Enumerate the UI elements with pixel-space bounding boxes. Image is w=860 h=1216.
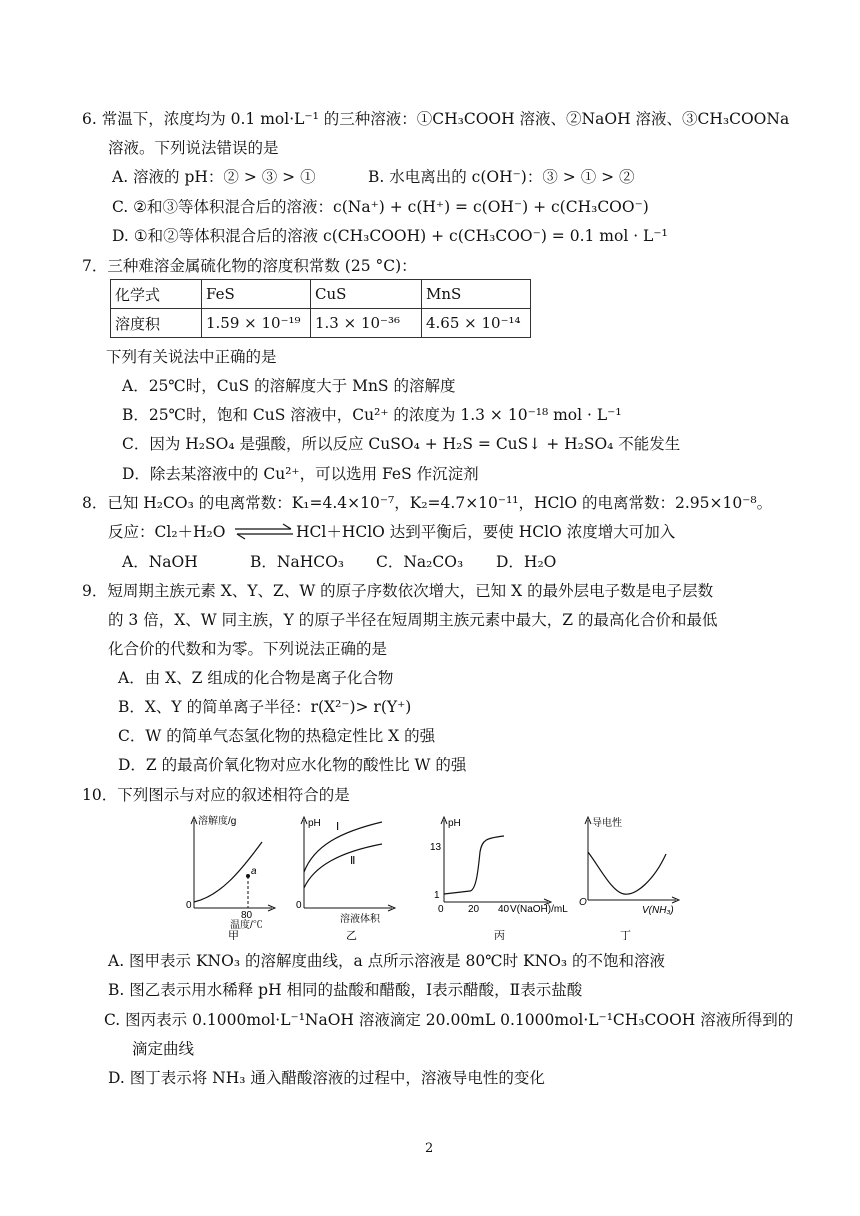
q7-option-b: B．25℃时，饱和 CuS 溶液中，Cu²⁺ 的浓度为 1.3 × 10⁻¹⁸ mol · L⁻¹ (122, 406, 622, 424)
xtick-40: 40 (498, 904, 510, 915)
q9-option-a: A．由 X、Z 组成的化合物是离子化合物 (118, 669, 394, 687)
ylabel: pH (308, 818, 321, 829)
q10-option-a: A. 图甲表示 KNO₃ 的溶解度曲线，a 点所示溶液是 80℃时 KNO₃ 的不饱和溶液 (108, 952, 666, 970)
figure-yi (292, 812, 400, 940)
q7-option-c: C．因为 H₂SO₄ 是强酸，所以反应 CuSO₄ + H₂S = CuS↓ + H₂SO₄ 不能发生 (122, 435, 681, 453)
curve-label-2: Ⅱ (350, 855, 356, 867)
table-cell: 1.3 × 10⁻³⁶ (311, 309, 422, 338)
xlabel: V(NaOH)/mL (510, 904, 568, 915)
table-cell: 溶度积 (111, 309, 202, 338)
q7-option-d: D．除去某溶液中的 Cu²⁺，可以选用 FeS 作沉淀剂 (122, 465, 479, 483)
q9-option-c: C．W 的简单气态氢化物的热稳定性比 X 的强 (118, 727, 436, 745)
q9-option-d: D．Z 的最高价氧化物对应水化物的酸性比 W 的强 (118, 756, 467, 774)
table-row (111, 280, 531, 309)
ytick-1: 1 (434, 890, 440, 901)
figure-name: 甲 (228, 930, 239, 940)
q8-stem-line2b: HCl＋HClO 达到平衡后，要使 HClO 浓度增大可加入 (296, 523, 676, 541)
origin-label: 0 (186, 900, 192, 911)
curve-label-1: Ⅰ (336, 821, 340, 833)
q6-option-d: D. ①和②等体积混合后的溶液 c(CH₃COOH) + c(CH₃COO⁻) = 0.1 mol · L⁻¹ (112, 227, 668, 245)
origin-label: 0 (438, 904, 444, 915)
ylabel: 导电性 (592, 818, 622, 829)
q6-option-a: A. 溶液的 pH：② > ③ > ① (112, 168, 316, 186)
q8-stem-line1: 8．已知 H₂CO₃ 的电离常数：K₁=4.4×10⁻⁷，K₂=4.7×10⁻¹¹，HClO 的电离常数：2.95×10⁻⁸。 (82, 494, 773, 512)
q10-option-d: D. 图丁表示将 NH₃ 通入醋酸溶液的过程中，溶液导电性的变化 (108, 1069, 545, 1087)
table-row (111, 309, 531, 338)
figure-name: 丙 (494, 930, 505, 940)
table-cell: FeS (202, 280, 311, 309)
q7-option-a: A．25℃时，CuS 的溶解度大于 MnS 的溶解度 (122, 377, 456, 395)
ytick-13: 13 (430, 842, 442, 853)
table-cell: 4.65 × 10⁻¹⁴ (422, 309, 531, 338)
point-label: a (251, 866, 257, 877)
q7-stem: 7．三种难溶金属硫化物的溶度积常数 (25 °C)： (82, 257, 417, 275)
origin-label: 0 (296, 900, 302, 911)
q10-option-c-line1: C. 图丙表示 0.1000mol·L⁻¹NaOH 溶液滴定 20.00mL 0.1000mol·L⁻¹CH₃COOH 溶液所得到的 (104, 1011, 794, 1029)
q8-option-d: D．H₂O (496, 553, 557, 571)
q8-option-b: B．NaHCO₃ (250, 553, 344, 571)
ylabel: 溶解度/g (198, 816, 237, 827)
xtick-20: 20 (468, 904, 480, 915)
tick-label: 80 (241, 910, 253, 921)
ksp-table (110, 279, 531, 338)
figure-name: 乙 (346, 930, 357, 940)
q10-stem: 10．下列图示与对应的叙述相符合的是 (82, 786, 350, 804)
q6-option-b: B. 水电离出的 c(OH⁻)：③ > ① > ② (368, 168, 635, 186)
table-cell: 化学式 (111, 280, 202, 309)
table-cell: 1.59 × 10⁻¹⁹ (202, 309, 311, 338)
q9-stem-line2: 的 3 倍，X、W 同主族，Y 的原子半径在短周期主族元素中最大，Z 的最高化合价和最低 (108, 611, 718, 629)
page-number: 2 (425, 1141, 434, 1156)
figure-ding (578, 812, 684, 940)
q10-option-c-line2: 滴定曲线 (132, 1040, 195, 1058)
xlabel: 溶液体积 (340, 914, 380, 925)
figure-bing (428, 812, 574, 940)
figure-jia (180, 812, 280, 940)
q6-stem-line1: 6. 常温下，浓度均为 0.1 mol·L⁻¹ 的三种溶液：①CH₃COOH 溶液、②NaOH 溶液、③CH₃COONa (82, 110, 790, 128)
q6-stem-line2: 溶液。下列说法错误的是 (108, 139, 279, 157)
q8-option-c: C．Na₂CO₃ (376, 553, 464, 571)
figure-name: 丁 (620, 930, 631, 940)
q9-option-b: B．X、Y 的简单离子半径：r(X²⁻)> r(Y⁺) (118, 698, 412, 716)
q9-stem-line1: 9．短周期主族元素 X、Y、Z、W 的原子序数依次增大，已知 X 的最外层电子数是电子层数 (82, 582, 714, 600)
xlabel: V(NH₃) (642, 905, 674, 916)
q7-lead: 下列有关说法中正确的是 (106, 348, 277, 366)
q9-stem-line3: 化合价的代数和为零。下列说法正确的是 (108, 640, 388, 658)
origin-label: O (579, 897, 587, 908)
q6-option-c: C. ②和③等体积混合后的溶液：c(Na⁺) + c(H⁺) = c(OH⁻) + c(CH₃COO⁻) (112, 198, 649, 216)
ylabel: pH (448, 818, 461, 829)
table-cell: MnS (422, 280, 531, 309)
q8-option-a: A．NaOH (122, 553, 198, 571)
xlabel: 温度/℃ (230, 920, 263, 931)
equilibrium-arrow-icon (233, 523, 295, 541)
table-cell: CuS (311, 280, 422, 309)
q10-option-b: B. 图乙表示用水稀释 pH 相同的盐酸和醋酸，Ⅰ表示醋酸，Ⅱ表示盐酸 (108, 981, 583, 999)
q8-stem-line2a: 反应：Cl₂＋H₂O (108, 523, 226, 541)
